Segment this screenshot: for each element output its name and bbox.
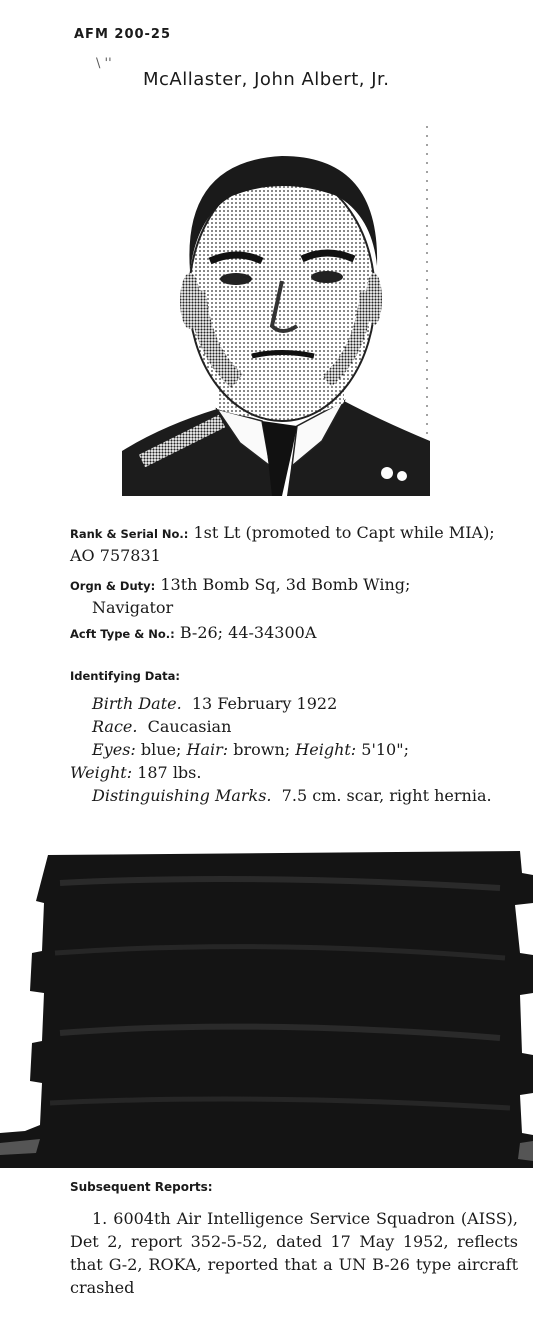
identifying-data-heading — [70, 664, 510, 687]
aircraft-field — [70, 622, 510, 645]
handwritten-marks: \ '' — [96, 56, 112, 71]
height-label: Height: — [295, 740, 357, 759]
orgn-duty-value-2: Navigator — [92, 598, 174, 617]
rank-serial-label: Rank & Serial No.: — [70, 527, 189, 541]
aircraft-label: Acft Type & No.: — [70, 627, 175, 641]
race-label: Race. — [92, 717, 138, 736]
rank-serial-field — [70, 522, 510, 567]
eyes-label: Eyes: — [92, 740, 136, 759]
identifying-data-label: Identifying Data: — [70, 669, 180, 683]
weight-value: 187 lbs. — [137, 763, 202, 782]
hair-label: Hair: — [186, 740, 229, 759]
orgn-duty-label: Orgn & Duty: — [70, 579, 156, 593]
redaction-block — [0, 843, 533, 1173]
birth-date-value: 13 February 1922 — [191, 694, 338, 713]
subsequent-reports-heading: Subsequent Reports: — [70, 1180, 213, 1194]
weight-label: Weight: — [70, 763, 133, 782]
hair-value: brown; — [233, 740, 291, 759]
race-value: Caucasian — [147, 717, 232, 736]
report-paragraph-text: 1. 6004th Air Intelligence Service Squadron (AISS), Det 2, report 352-5-52, dated 17 May 1952, reflects that G-2, ROKA, reported that a UN B-26 type aircraft crashed — [70, 1209, 518, 1297]
distinguishing-marks-label: Distinguishing Marks. — [92, 786, 272, 805]
distinguishing-marks-line — [70, 784, 510, 807]
birth-date-line — [70, 692, 510, 715]
portrait-photo — [122, 121, 430, 496]
physical-line — [70, 738, 510, 761]
height-value: 5'10"; — [361, 740, 409, 759]
weight-line — [70, 761, 510, 784]
identifying-data-block — [70, 692, 510, 807]
distinguishing-marks-value: 7.5 cm. scar, right hernia. — [281, 786, 492, 805]
orgn-duty-value-1: 13th Bomb Sq, 3d Bomb Wing; — [160, 575, 411, 594]
orgn-duty-field — [70, 574, 510, 619]
subsequent-report-paragraph — [70, 1207, 518, 1299]
race-line — [70, 715, 510, 738]
aircraft-value: B-26; 44-34300A — [179, 623, 317, 642]
eyes-value: blue; — [140, 740, 182, 759]
form-id: AFM 200-25 — [74, 27, 172, 42]
birth-date-label: Birth Date. — [92, 694, 182, 713]
rank-serial-value: 1st Lt (promoted to Capt while MIA); AO 757831 — [70, 523, 495, 565]
subject-name: McAllaster, John Albert, Jr. — [143, 69, 390, 90]
